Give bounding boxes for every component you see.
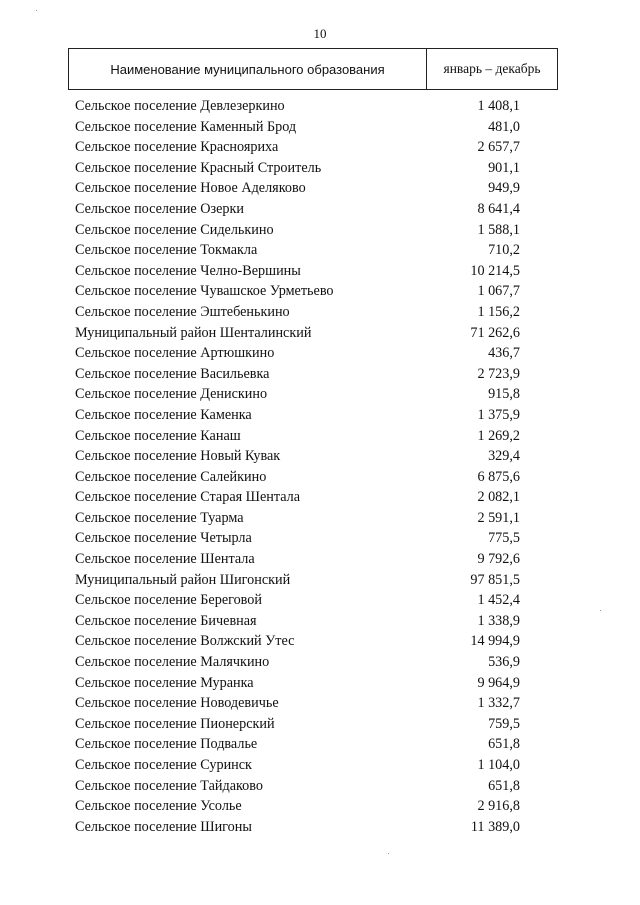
municipality-name: Сельское поселение Чувашское Урметьево <box>75 283 334 300</box>
table-row <box>0 693 640 714</box>
municipality-name: Сельское поселение Красный Строитель <box>75 159 322 176</box>
header-name-column: Наименование муниципального образования <box>69 49 427 89</box>
period-value: 1 588,1 <box>477 221 520 238</box>
header-period-column: январь – декабрь <box>443 61 541 76</box>
table-row <box>0 220 640 241</box>
municipality-name: Сельское поселение Усолье <box>75 798 242 815</box>
table-row <box>0 323 640 344</box>
table-row <box>0 405 640 426</box>
table-row <box>0 281 640 302</box>
period-value: 1 338,9 <box>477 612 520 629</box>
period-value: 1 408,1 <box>477 98 520 114</box>
municipality-name: Сельское поселение Суринск <box>75 757 252 773</box>
table-row <box>0 611 640 632</box>
period-value: 481,0 <box>488 118 520 135</box>
municipality-name: Сельское поселение Подвалье <box>75 736 258 753</box>
period-value: 11 389,0 <box>470 818 520 835</box>
municipality-name: Муниципальный район Шигонский <box>75 571 291 588</box>
municipality-name: Сельское поселение Канаш <box>75 427 241 444</box>
table-row <box>0 178 640 199</box>
table-row <box>0 426 640 447</box>
municipality-name: Сельское поселение Каменка <box>75 406 252 423</box>
period-value: 651,8 <box>488 736 520 753</box>
period-value: 1 332,7 <box>477 695 520 712</box>
table-row <box>0 117 640 138</box>
period-value: 2 723,9 <box>477 365 520 382</box>
municipality-name: Сельское поселение Тайдаково <box>75 777 263 794</box>
period-value: 436,7 <box>488 345 520 362</box>
period-value: 14 994,9 <box>470 633 520 650</box>
municipality-name: Сельское поселение Сиделькино <box>75 221 274 238</box>
table-row <box>0 570 640 591</box>
period-value: 1 156,2 <box>477 303 520 320</box>
municipality-name: Сельское поселение Артюшкино <box>75 345 275 362</box>
table-header <box>68 48 558 90</box>
period-value: 8 641,4 <box>477 200 520 217</box>
period-value: 2 657,7 <box>477 139 520 156</box>
period-value: 71 262,6 <box>470 324 520 341</box>
table-row <box>0 652 640 673</box>
municipality-name: Сельское поселение Девлезеркино <box>75 98 285 114</box>
municipality-name: Сельское поселение Шентала <box>75 551 255 568</box>
municipality-name: Сельское поселение Токмакла <box>75 242 258 259</box>
municipality-name: Сельское поселение Новое Аделяково <box>75 180 306 197</box>
table-row <box>0 631 640 652</box>
municipality-name: Сельское поселение Пионерский <box>75 715 275 732</box>
table-row <box>0 549 640 570</box>
period-value: 1 452,4 <box>477 592 520 609</box>
period-value: 1 104,0 <box>477 757 520 773</box>
municipality-name: Сельское поселение Волжский Утес <box>75 633 295 650</box>
table-row <box>0 343 640 364</box>
table-row <box>0 487 640 508</box>
period-value: 6 875,6 <box>477 468 520 485</box>
period-value: 1 067,7 <box>477 283 520 300</box>
table-row <box>0 734 640 755</box>
municipality-name: Сельское поселение Салейкино <box>75 468 267 485</box>
period-value: 710,2 <box>488 242 520 259</box>
period-value: 10 214,5 <box>470 262 520 279</box>
municipality-name: Сельское поселение Малячкино <box>75 654 270 671</box>
period-value: 915,8 <box>488 386 520 403</box>
period-value: 901,1 <box>488 159 520 176</box>
period-value: 1 375,9 <box>477 406 520 423</box>
period-value: 536,9 <box>488 654 520 671</box>
table-row <box>0 467 640 488</box>
period-value: 2 591,1 <box>477 509 520 526</box>
municipality-name: Сельское поселение Озерки <box>75 200 245 217</box>
municipality-name: Муниципальный район Шенталинский <box>75 324 312 341</box>
period-value: 2 082,1 <box>477 489 520 506</box>
period-value: 949,9 <box>488 180 520 197</box>
table-row <box>0 158 640 179</box>
table-row <box>0 199 640 220</box>
period-value: 9 792,6 <box>477 551 520 568</box>
table-row <box>0 528 640 549</box>
municipality-name: Сельское поселение Денискино <box>75 386 268 403</box>
table-row <box>0 137 640 158</box>
municipality-name: Сельское поселение Новый Кувак <box>75 448 281 465</box>
table-row <box>0 261 640 282</box>
table-row <box>0 817 640 838</box>
municipality-name: Сельское поселение Муранка <box>75 674 254 691</box>
table-row <box>0 96 640 117</box>
municipality-name: Сельское поселение Туарма <box>75 509 244 526</box>
municipality-name: Сельское поселение Четырла <box>75 530 252 547</box>
table-row <box>0 776 640 797</box>
table-body <box>0 96 640 837</box>
table-row <box>0 384 640 405</box>
municipality-name: Сельское поселение Старая Шентала <box>75 489 301 506</box>
municipality-name: Сельское поселение Васильевка <box>75 365 270 382</box>
municipality-name: Сельское поселение Новодевичье <box>75 695 279 712</box>
municipality-name: Сельское поселение Эштебенькино <box>75 303 290 320</box>
period-value: 651,8 <box>488 777 520 794</box>
table-row <box>0 673 640 694</box>
period-value: 9 964,9 <box>477 674 520 691</box>
period-value: 97 851,5 <box>470 571 520 588</box>
municipality-name: Сельское поселение Бичевная <box>75 612 257 629</box>
municipality-name: Сельское поселение Шигоны <box>75 818 252 835</box>
table-row <box>0 302 640 323</box>
table-row <box>0 590 640 611</box>
municipality-name: Сельское поселение Краснояриха <box>75 139 279 156</box>
period-value: 1 269,2 <box>477 427 520 444</box>
table-row <box>0 755 640 776</box>
municipality-name: Сельское поселение Береговой <box>75 592 262 609</box>
period-value: 759,5 <box>488 715 520 732</box>
table-row <box>0 364 640 385</box>
period-value: 329,4 <box>488 448 520 465</box>
scan-speck <box>600 610 601 611</box>
table-row <box>0 240 640 261</box>
table-row <box>0 446 640 467</box>
table-row <box>0 508 640 529</box>
scan-speck <box>388 853 389 854</box>
page-number: 10 <box>313 26 327 41</box>
table-row <box>0 714 640 735</box>
period-value: 775,5 <box>488 530 520 547</box>
municipality-name: Сельское поселение Каменный Брод <box>75 118 297 135</box>
municipality-name: Сельское поселение Челно-Вершины <box>75 262 301 279</box>
table-row <box>0 796 640 817</box>
period-value: 2 916,8 <box>477 798 520 815</box>
scan-speck <box>36 10 37 11</box>
